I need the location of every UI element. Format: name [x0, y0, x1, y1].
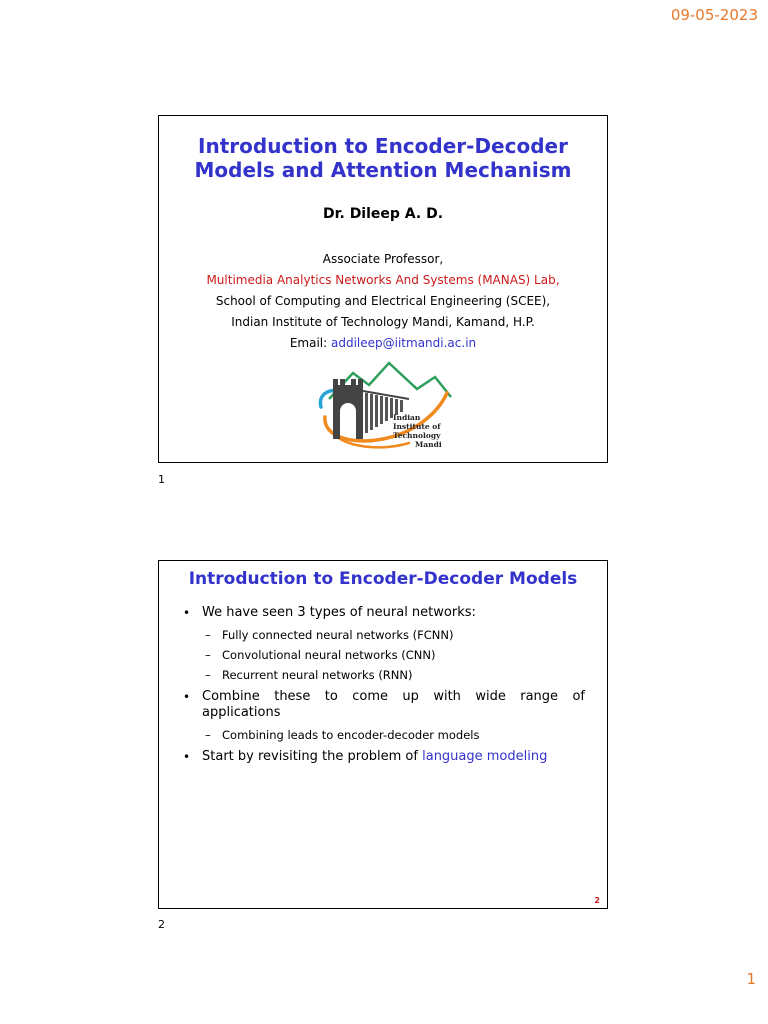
institute-name: Indian Institute of Technology Mandi, Kamand, H.P. — [231, 315, 535, 329]
bullet-list — [183, 605, 585, 765]
slide-2-title: Introduction to Encoder-Decoder Models — [188, 569, 578, 589]
page-number: 1 — [746, 970, 756, 988]
sub-bullet-item: – Convolutional neural networks (CNN) — [183, 645, 585, 665]
sub-bullet-item: – Fully connected neural networks (FCNN) — [183, 625, 585, 645]
author-name: Dr. Dileep A. D. — [322, 206, 444, 222]
author-position: Associate Professor, — [322, 252, 444, 266]
affiliation — [159, 249, 607, 354]
logo-text: Indian Institute of Technology Mandi — [393, 413, 442, 449]
slide-1-label: 1 — [158, 473, 165, 486]
slide-1 — [158, 115, 608, 463]
email-link[interactable]: addileep@iitmandi.ac.in — [331, 336, 477, 350]
bullet-text: Start by revisiting the problem of — [202, 749, 423, 764]
slide-2-label: 2 — [158, 918, 165, 931]
slide-2 — [158, 560, 608, 909]
bullet-item: • Combine these to come up with wide range of applications — [183, 689, 585, 721]
page-date: 09-05-2023 — [670, 6, 758, 24]
bullet-item — [183, 749, 585, 765]
slide-1-title — [159, 134, 607, 182]
school-name: School of Computing and Electrical Engineering (SCEE), — [215, 294, 551, 308]
sub-bullet-item: – Combining leads to encoder-decoder models — [183, 725, 585, 745]
language-modeling-link[interactable]: language modeling — [422, 749, 548, 764]
sub-bullet-item: – Recurrent neural networks (RNN) — [183, 665, 585, 685]
lab-name: Multimedia Analytics Networks And Systems (MANAS) Lab, — [206, 273, 560, 287]
bullet-item: • We have seen 3 types of neural networks: — [183, 605, 585, 621]
title-line-1: Introduction to Encoder-Decoder — [198, 134, 568, 158]
title-line-2: Models and Attention Mechanism — [194, 158, 572, 182]
email-line — [159, 333, 607, 354]
iit-mandi-logo — [313, 359, 453, 455]
slide-corner-number: 2 — [594, 896, 600, 905]
email-label: Email: — [289, 336, 331, 350]
